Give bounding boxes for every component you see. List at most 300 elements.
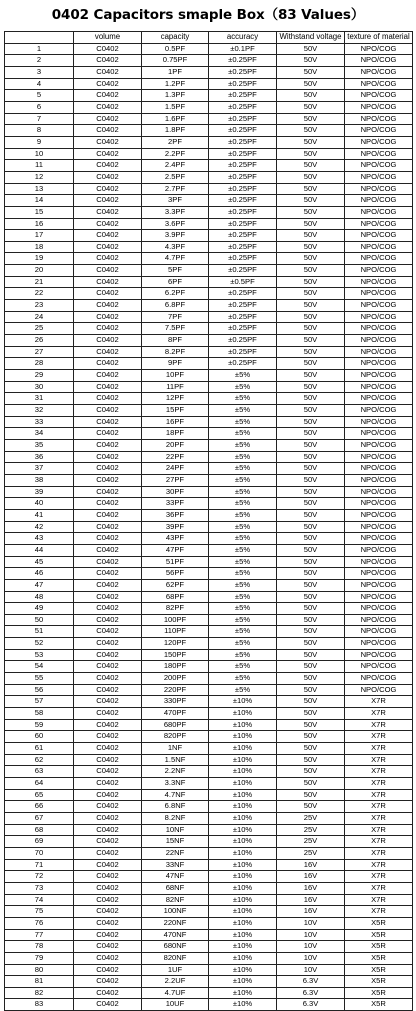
cell-index: 50 [5, 614, 74, 626]
cell-volume: C0402 [74, 987, 142, 999]
cell-withstand-voltage: 50V [277, 55, 345, 67]
cell-capacity: 1.6PF [142, 113, 209, 125]
cell-withstand-voltage: 50V [277, 253, 345, 265]
header-capacity: capacity [142, 32, 209, 44]
cell-volume: C0402 [74, 603, 142, 615]
cell-volume: C0402 [74, 509, 142, 521]
cell-volume: C0402 [74, 824, 142, 836]
cell-withstand-voltage: 50V [277, 789, 345, 801]
cell-index: 25 [5, 323, 74, 335]
cell-texture-of-material: NPO/COG [345, 498, 413, 510]
table-row [5, 894, 413, 906]
table-row [5, 43, 413, 55]
cell-index: 62 [5, 754, 74, 766]
table-row [5, 428, 413, 440]
cell-accuracy: ±5% [209, 393, 277, 405]
cell-withstand-voltage: 50V [277, 230, 345, 242]
table-row [5, 976, 413, 988]
cell-volume: C0402 [74, 719, 142, 731]
cell-withstand-voltage: 50V [277, 754, 345, 766]
table-row [5, 101, 413, 113]
cell-volume: C0402 [74, 486, 142, 498]
cell-accuracy: ±10% [209, 987, 277, 999]
cell-accuracy: ±0.25PF [209, 265, 277, 277]
cell-capacity: 10PF [142, 370, 209, 382]
cell-volume: C0402 [74, 276, 142, 288]
cell-accuracy: ±10% [209, 871, 277, 883]
cell-capacity: 82NF [142, 894, 209, 906]
cell-capacity: 15PF [142, 405, 209, 417]
cell-withstand-voltage: 50V [277, 568, 345, 580]
cell-accuracy: ±0.25PF [209, 55, 277, 67]
table-row [5, 812, 413, 824]
table-row [5, 801, 413, 813]
table-row [5, 276, 413, 288]
table-row [5, 171, 413, 183]
cell-accuracy: ±10% [209, 952, 277, 964]
table-row [5, 241, 413, 253]
table-row [5, 474, 413, 486]
cell-index: 65 [5, 789, 74, 801]
table-row [5, 521, 413, 533]
cell-volume: C0402 [74, 43, 142, 55]
cell-texture-of-material: NPO/COG [345, 335, 413, 347]
cell-capacity: 330PF [142, 696, 209, 708]
cell-capacity: 1.3PF [142, 90, 209, 102]
cell-accuracy: ±5% [209, 556, 277, 568]
cell-capacity: 27PF [142, 474, 209, 486]
cell-capacity: 11PF [142, 381, 209, 393]
cell-capacity: 3.9PF [142, 230, 209, 242]
cell-capacity: 1PF [142, 66, 209, 78]
cell-accuracy: ±10% [209, 743, 277, 755]
cell-index: 67 [5, 812, 74, 824]
cell-capacity: 4.7UF [142, 987, 209, 999]
cell-texture-of-material: NPO/COG [345, 125, 413, 137]
cell-volume: C0402 [74, 556, 142, 568]
cell-volume: C0402 [74, 673, 142, 685]
cell-accuracy: ±5% [209, 463, 277, 475]
cell-texture-of-material: NPO/COG [345, 486, 413, 498]
cell-accuracy: ±5% [209, 370, 277, 382]
cell-index: 73 [5, 882, 74, 894]
cell-capacity: 470PF [142, 708, 209, 720]
cell-texture-of-material: NPO/COG [345, 451, 413, 463]
table-row [5, 789, 413, 801]
cell-index: 34 [5, 428, 74, 440]
table-row [5, 136, 413, 148]
cell-capacity: 680PF [142, 719, 209, 731]
table-row [5, 533, 413, 545]
cell-withstand-voltage: 6.3V [277, 987, 345, 999]
cell-texture-of-material: NPO/COG [345, 533, 413, 545]
cell-volume: C0402 [74, 171, 142, 183]
cell-accuracy: ±5% [209, 649, 277, 661]
cell-withstand-voltage: 50V [277, 428, 345, 440]
table-row [5, 603, 413, 615]
cell-volume: C0402 [74, 183, 142, 195]
cell-capacity: 3.3PF [142, 206, 209, 218]
cell-accuracy: ±10% [209, 941, 277, 953]
cell-volume: C0402 [74, 929, 142, 941]
cell-volume: C0402 [74, 463, 142, 475]
cell-texture-of-material: X7R [345, 906, 413, 918]
cell-volume: C0402 [74, 101, 142, 113]
cell-texture-of-material: NPO/COG [345, 649, 413, 661]
cell-texture-of-material: X7R [345, 696, 413, 708]
cell-volume: C0402 [74, 439, 142, 451]
cell-texture-of-material: X5R [345, 929, 413, 941]
cell-accuracy: ±0.25PF [209, 90, 277, 102]
cell-capacity: 1.5NF [142, 754, 209, 766]
table-row [5, 125, 413, 137]
cell-accuracy: ±10% [209, 708, 277, 720]
cell-withstand-voltage: 50V [277, 125, 345, 137]
cell-volume: C0402 [74, 591, 142, 603]
cell-withstand-voltage: 50V [277, 288, 345, 300]
cell-withstand-voltage: 25V [277, 847, 345, 859]
cell-accuracy: ±5% [209, 579, 277, 591]
cell-volume: C0402 [74, 626, 142, 638]
cell-volume: C0402 [74, 638, 142, 650]
cell-texture-of-material: NPO/COG [345, 544, 413, 556]
cell-accuracy: ±5% [209, 428, 277, 440]
cell-texture-of-material: X7R [345, 859, 413, 871]
cell-index: 16 [5, 218, 74, 230]
cell-index: 5 [5, 90, 74, 102]
cell-texture-of-material: NPO/COG [345, 626, 413, 638]
cell-accuracy: ±0.5PF [209, 276, 277, 288]
cell-volume: C0402 [74, 789, 142, 801]
cell-index: 48 [5, 591, 74, 603]
cell-index: 8 [5, 125, 74, 137]
cell-capacity: 8.2PF [142, 346, 209, 358]
cell-texture-of-material: NPO/COG [345, 288, 413, 300]
cell-volume: C0402 [74, 148, 142, 160]
cell-capacity: 12PF [142, 393, 209, 405]
cell-texture-of-material: NPO/COG [345, 358, 413, 370]
cell-index: 32 [5, 405, 74, 417]
cell-index: 71 [5, 859, 74, 871]
cell-capacity: 4.3PF [142, 241, 209, 253]
cell-accuracy: ±10% [209, 964, 277, 976]
cell-capacity: 2.7PF [142, 183, 209, 195]
table-row [5, 66, 413, 78]
cell-accuracy: ±10% [209, 778, 277, 790]
cell-withstand-voltage: 50V [277, 638, 345, 650]
cell-volume: C0402 [74, 754, 142, 766]
cell-accuracy: ±10% [209, 812, 277, 824]
cell-index: 20 [5, 265, 74, 277]
cell-accuracy: ±0.25PF [209, 253, 277, 265]
cell-volume: C0402 [74, 160, 142, 172]
cell-withstand-voltage: 50V [277, 416, 345, 428]
cell-index: 17 [5, 230, 74, 242]
cell-texture-of-material: NPO/COG [345, 230, 413, 242]
cell-capacity: 2.4PF [142, 160, 209, 172]
cell-accuracy: ±5% [209, 626, 277, 638]
cell-index: 35 [5, 439, 74, 451]
cell-withstand-voltage: 50V [277, 300, 345, 312]
table-row [5, 451, 413, 463]
cell-index: 78 [5, 941, 74, 953]
cell-withstand-voltage: 50V [277, 696, 345, 708]
cell-texture-of-material: NPO/COG [345, 66, 413, 78]
table-row [5, 591, 413, 603]
cell-withstand-voltage: 50V [277, 533, 345, 545]
cell-texture-of-material: X7R [345, 894, 413, 906]
cell-texture-of-material: X7R [345, 743, 413, 755]
cell-withstand-voltage: 50V [277, 358, 345, 370]
header-texture-of-material: texture of material [345, 32, 413, 44]
cell-index: 54 [5, 661, 74, 673]
cell-volume: C0402 [74, 894, 142, 906]
cell-texture-of-material: NPO/COG [345, 311, 413, 323]
cell-volume: C0402 [74, 300, 142, 312]
cell-index: 38 [5, 474, 74, 486]
cell-capacity: 820PF [142, 731, 209, 743]
cell-withstand-voltage: 25V [277, 812, 345, 824]
cell-index: 6 [5, 101, 74, 113]
cell-capacity: 100NF [142, 906, 209, 918]
cell-withstand-voltage: 50V [277, 276, 345, 288]
cell-accuracy: ±0.25PF [209, 218, 277, 230]
cell-withstand-voltage: 10V [277, 952, 345, 964]
cell-volume: C0402 [74, 731, 142, 743]
cell-volume: C0402 [74, 661, 142, 673]
cell-accuracy: ±5% [209, 498, 277, 510]
cell-accuracy: ±5% [209, 638, 277, 650]
cell-accuracy: ±10% [209, 906, 277, 918]
table-row [5, 649, 413, 661]
table-row [5, 335, 413, 347]
cell-capacity: 8.2NF [142, 812, 209, 824]
cell-withstand-voltage: 50V [277, 90, 345, 102]
cell-texture-of-material: X7R [345, 882, 413, 894]
cell-capacity: 220NF [142, 917, 209, 929]
cell-texture-of-material: X7R [345, 778, 413, 790]
cell-texture-of-material: X7R [345, 871, 413, 883]
cell-accuracy: ±10% [209, 929, 277, 941]
cell-index: 61 [5, 743, 74, 755]
table-row [5, 847, 413, 859]
cell-withstand-voltage: 50V [277, 649, 345, 661]
cell-accuracy: ±0.25PF [209, 171, 277, 183]
cell-withstand-voltage: 50V [277, 661, 345, 673]
cell-texture-of-material: NPO/COG [345, 195, 413, 207]
table-row [5, 439, 413, 451]
cell-texture-of-material: NPO/COG [345, 591, 413, 603]
cell-capacity: 68PF [142, 591, 209, 603]
cell-volume: C0402 [74, 976, 142, 988]
cell-accuracy: ±5% [209, 486, 277, 498]
cell-capacity: 15NF [142, 836, 209, 848]
table-row [5, 509, 413, 521]
table-row [5, 346, 413, 358]
cell-volume: C0402 [74, 684, 142, 696]
cell-volume: C0402 [74, 230, 142, 242]
cell-texture-of-material: NPO/COG [345, 101, 413, 113]
cell-capacity: 47NF [142, 871, 209, 883]
table-row [5, 218, 413, 230]
cell-accuracy: ±0.25PF [209, 195, 277, 207]
cell-volume: C0402 [74, 649, 142, 661]
cell-volume: C0402 [74, 288, 142, 300]
cell-withstand-voltage: 50V [277, 370, 345, 382]
cell-withstand-voltage: 50V [277, 381, 345, 393]
cell-capacity: 0.75PF [142, 55, 209, 67]
cell-accuracy: ±5% [209, 381, 277, 393]
cell-index: 29 [5, 370, 74, 382]
cell-index: 66 [5, 801, 74, 813]
cell-volume: C0402 [74, 952, 142, 964]
header-index [5, 32, 74, 44]
cell-withstand-voltage: 50V [277, 66, 345, 78]
cell-texture-of-material: X7R [345, 847, 413, 859]
cell-index: 12 [5, 171, 74, 183]
cell-accuracy: ±5% [209, 509, 277, 521]
cell-withstand-voltage: 50V [277, 43, 345, 55]
cell-withstand-voltage: 50V [277, 766, 345, 778]
cell-accuracy: ±0.25PF [209, 335, 277, 347]
cell-index: 39 [5, 486, 74, 498]
table-row [5, 311, 413, 323]
cell-index: 47 [5, 579, 74, 591]
cell-volume: C0402 [74, 253, 142, 265]
cell-volume: C0402 [74, 195, 142, 207]
cell-texture-of-material: NPO/COG [345, 474, 413, 486]
cell-accuracy: ±0.25PF [209, 288, 277, 300]
cell-capacity: 2.2PF [142, 148, 209, 160]
cell-texture-of-material: NPO/COG [345, 265, 413, 277]
table-row [5, 906, 413, 918]
cell-withstand-voltage: 50V [277, 218, 345, 230]
cell-capacity: 200PF [142, 673, 209, 685]
cell-texture-of-material: X7R [345, 789, 413, 801]
cell-capacity: 3.6PF [142, 218, 209, 230]
cell-texture-of-material: NPO/COG [345, 241, 413, 253]
cell-capacity: 4.7NF [142, 789, 209, 801]
cell-accuracy: ±5% [209, 405, 277, 417]
cell-volume: C0402 [74, 78, 142, 90]
table-row [5, 731, 413, 743]
cell-accuracy: ±10% [209, 836, 277, 848]
cell-texture-of-material: NPO/COG [345, 405, 413, 417]
cell-texture-of-material: NPO/COG [345, 416, 413, 428]
cell-index: 80 [5, 964, 74, 976]
cell-index: 82 [5, 987, 74, 999]
cell-withstand-voltage: 50V [277, 801, 345, 813]
cell-texture-of-material: NPO/COG [345, 148, 413, 160]
cell-index: 81 [5, 976, 74, 988]
cell-capacity: 56PF [142, 568, 209, 580]
cell-index: 28 [5, 358, 74, 370]
cell-index: 4 [5, 78, 74, 90]
cell-texture-of-material: X7R [345, 719, 413, 731]
cell-accuracy: ±5% [209, 439, 277, 451]
table-row [5, 463, 413, 475]
cell-accuracy: ±10% [209, 719, 277, 731]
cell-capacity: 7PF [142, 311, 209, 323]
cell-texture-of-material: X5R [345, 964, 413, 976]
cell-index: 55 [5, 673, 74, 685]
cell-index: 75 [5, 906, 74, 918]
cell-accuracy: ±10% [209, 766, 277, 778]
cell-index: 68 [5, 824, 74, 836]
cell-capacity: 22NF [142, 847, 209, 859]
table-row [5, 754, 413, 766]
capacitor-table [4, 31, 413, 1011]
cell-withstand-voltage: 50V [277, 673, 345, 685]
cell-texture-of-material: X5R [345, 941, 413, 953]
cell-withstand-voltage: 50V [277, 603, 345, 615]
cell-accuracy: ±0.25PF [209, 101, 277, 113]
cell-texture-of-material: NPO/COG [345, 521, 413, 533]
cell-volume: C0402 [74, 544, 142, 556]
cell-index: 58 [5, 708, 74, 720]
table-row [5, 638, 413, 650]
cell-capacity: 22PF [142, 451, 209, 463]
table-row [5, 614, 413, 626]
cell-volume: C0402 [74, 708, 142, 720]
cell-accuracy: ±0.25PF [209, 358, 277, 370]
table-row [5, 778, 413, 790]
cell-capacity: 180PF [142, 661, 209, 673]
cell-capacity: 10UF [142, 999, 209, 1011]
table-row [5, 300, 413, 312]
cell-capacity: 36PF [142, 509, 209, 521]
cell-volume: C0402 [74, 778, 142, 790]
cell-accuracy: ±10% [209, 789, 277, 801]
cell-withstand-voltage: 10V [277, 964, 345, 976]
cell-withstand-voltage: 16V [277, 906, 345, 918]
cell-capacity: 6PF [142, 276, 209, 288]
cell-texture-of-material: NPO/COG [345, 638, 413, 650]
cell-texture-of-material: X5R [345, 987, 413, 999]
cell-index: 53 [5, 649, 74, 661]
table-row [5, 381, 413, 393]
cell-withstand-voltage: 50V [277, 544, 345, 556]
cell-texture-of-material: NPO/COG [345, 113, 413, 125]
cell-index: 15 [5, 206, 74, 218]
cell-withstand-voltage: 50V [277, 78, 345, 90]
cell-withstand-voltage: 50V [277, 323, 345, 335]
cell-capacity: 2.2UF [142, 976, 209, 988]
cell-accuracy: ±10% [209, 859, 277, 871]
cell-texture-of-material: X7R [345, 708, 413, 720]
cell-volume: C0402 [74, 614, 142, 626]
cell-accuracy: ±0.25PF [209, 346, 277, 358]
cell-capacity: 4.7PF [142, 253, 209, 265]
cell-capacity: 820NF [142, 952, 209, 964]
cell-texture-of-material: X5R [345, 999, 413, 1011]
cell-index: 37 [5, 463, 74, 475]
cell-capacity: 3.3NF [142, 778, 209, 790]
cell-volume: C0402 [74, 533, 142, 545]
cell-texture-of-material: NPO/COG [345, 323, 413, 335]
cell-index: 79 [5, 952, 74, 964]
cell-index: 21 [5, 276, 74, 288]
cell-index: 63 [5, 766, 74, 778]
cell-volume: C0402 [74, 428, 142, 440]
cell-index: 31 [5, 393, 74, 405]
cell-texture-of-material: NPO/COG [345, 661, 413, 673]
table-row [5, 183, 413, 195]
cell-index: 83 [5, 999, 74, 1011]
table-row [5, 708, 413, 720]
cell-withstand-voltage: 25V [277, 836, 345, 848]
table-row [5, 964, 413, 976]
